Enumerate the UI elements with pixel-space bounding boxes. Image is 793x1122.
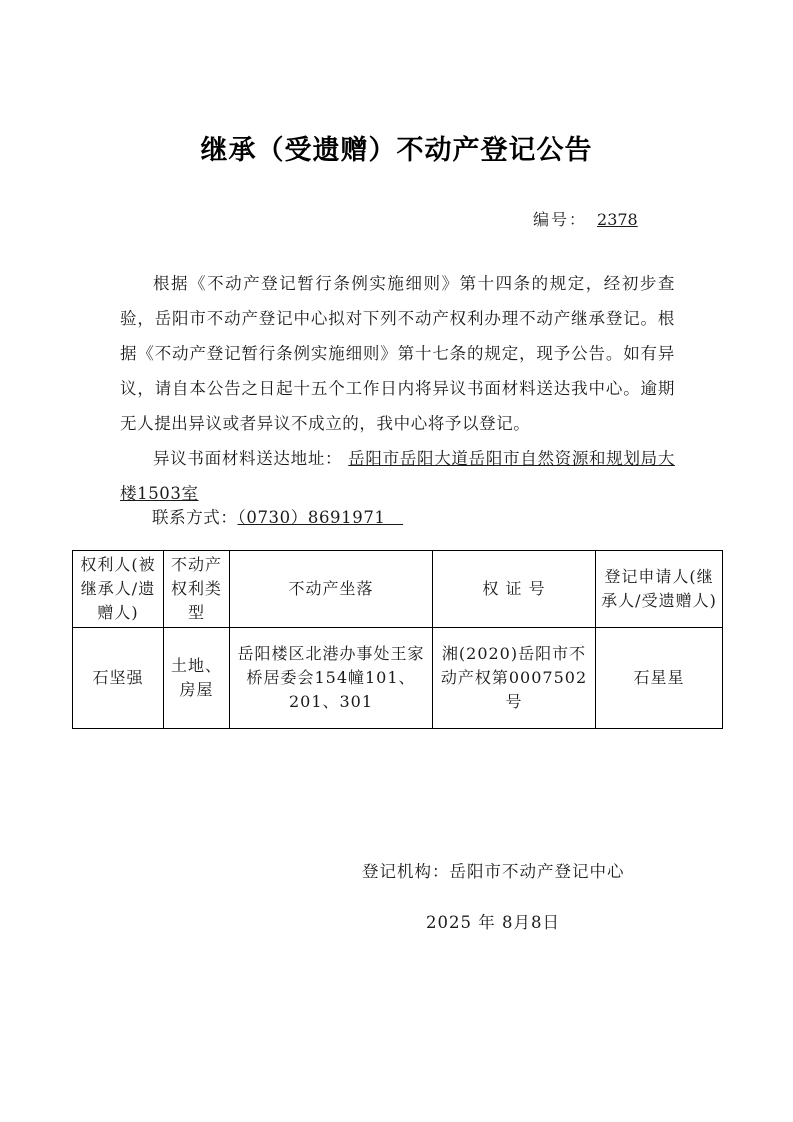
cell-holder: 石坚强	[73, 628, 164, 729]
registration-org: 登记机构：岳阳市不动产登记中心	[362, 862, 625, 881]
notice-date: 2025 年 8月8日	[426, 913, 560, 932]
header-location: 不动产坐落	[230, 551, 433, 628]
address-label: 异议书面材料送达地址：	[153, 449, 343, 468]
cell-location: 岳阳楼区北港办事处王家桥居委会154幢101、201、301	[230, 628, 433, 729]
cell-certificate: 湘(2020)岳阳市不动产权第0007502号	[433, 628, 596, 729]
header-holder: 权利人(被继承人/遗赠人)	[73, 551, 164, 628]
address-value: 岳阳市岳阳大道岳阳市自然资源和规划局大楼1503室	[120, 449, 675, 503]
number-label: 编号：	[533, 210, 588, 229]
contact-label: 联系方式：	[152, 508, 238, 527]
table-row	[73, 628, 723, 729]
page-title: 继承（受遗赠）不动产登记公告	[200, 135, 593, 166]
header-right-type: 不动产权利类型	[164, 551, 230, 628]
paragraph-main: 根据《不动产登记暂行条例实施细则》第十四条的规定，经初步查验，岳阳市不动产登记中心拟对下列不动产权利办理不动产继承登记。根据《不动产登记暂行条例实施细则》第十七条的规定，现予公告。如有异议，请自本公告之日起十五个工作日内将异议书面材料送达我中心。逾期无人提出异议或者异议不成立的，我中心将予以登记。	[120, 274, 675, 433]
notice-number	[533, 207, 638, 230]
paragraph-address	[120, 441, 675, 511]
header-certificate: 权 证 号	[433, 551, 596, 628]
contact-value: （0730）8691971	[237, 508, 386, 527]
table-header-row	[73, 551, 723, 628]
contact-line	[152, 503, 403, 533]
header-applicant: 登记申请人(继承人/受遗赠人)	[596, 551, 723, 628]
cell-right-type: 土地、房屋	[164, 628, 230, 729]
registration-table	[72, 550, 723, 729]
cell-applicant: 石星星	[596, 628, 723, 729]
number-value: 2378	[597, 210, 638, 229]
notice-body	[120, 266, 675, 511]
